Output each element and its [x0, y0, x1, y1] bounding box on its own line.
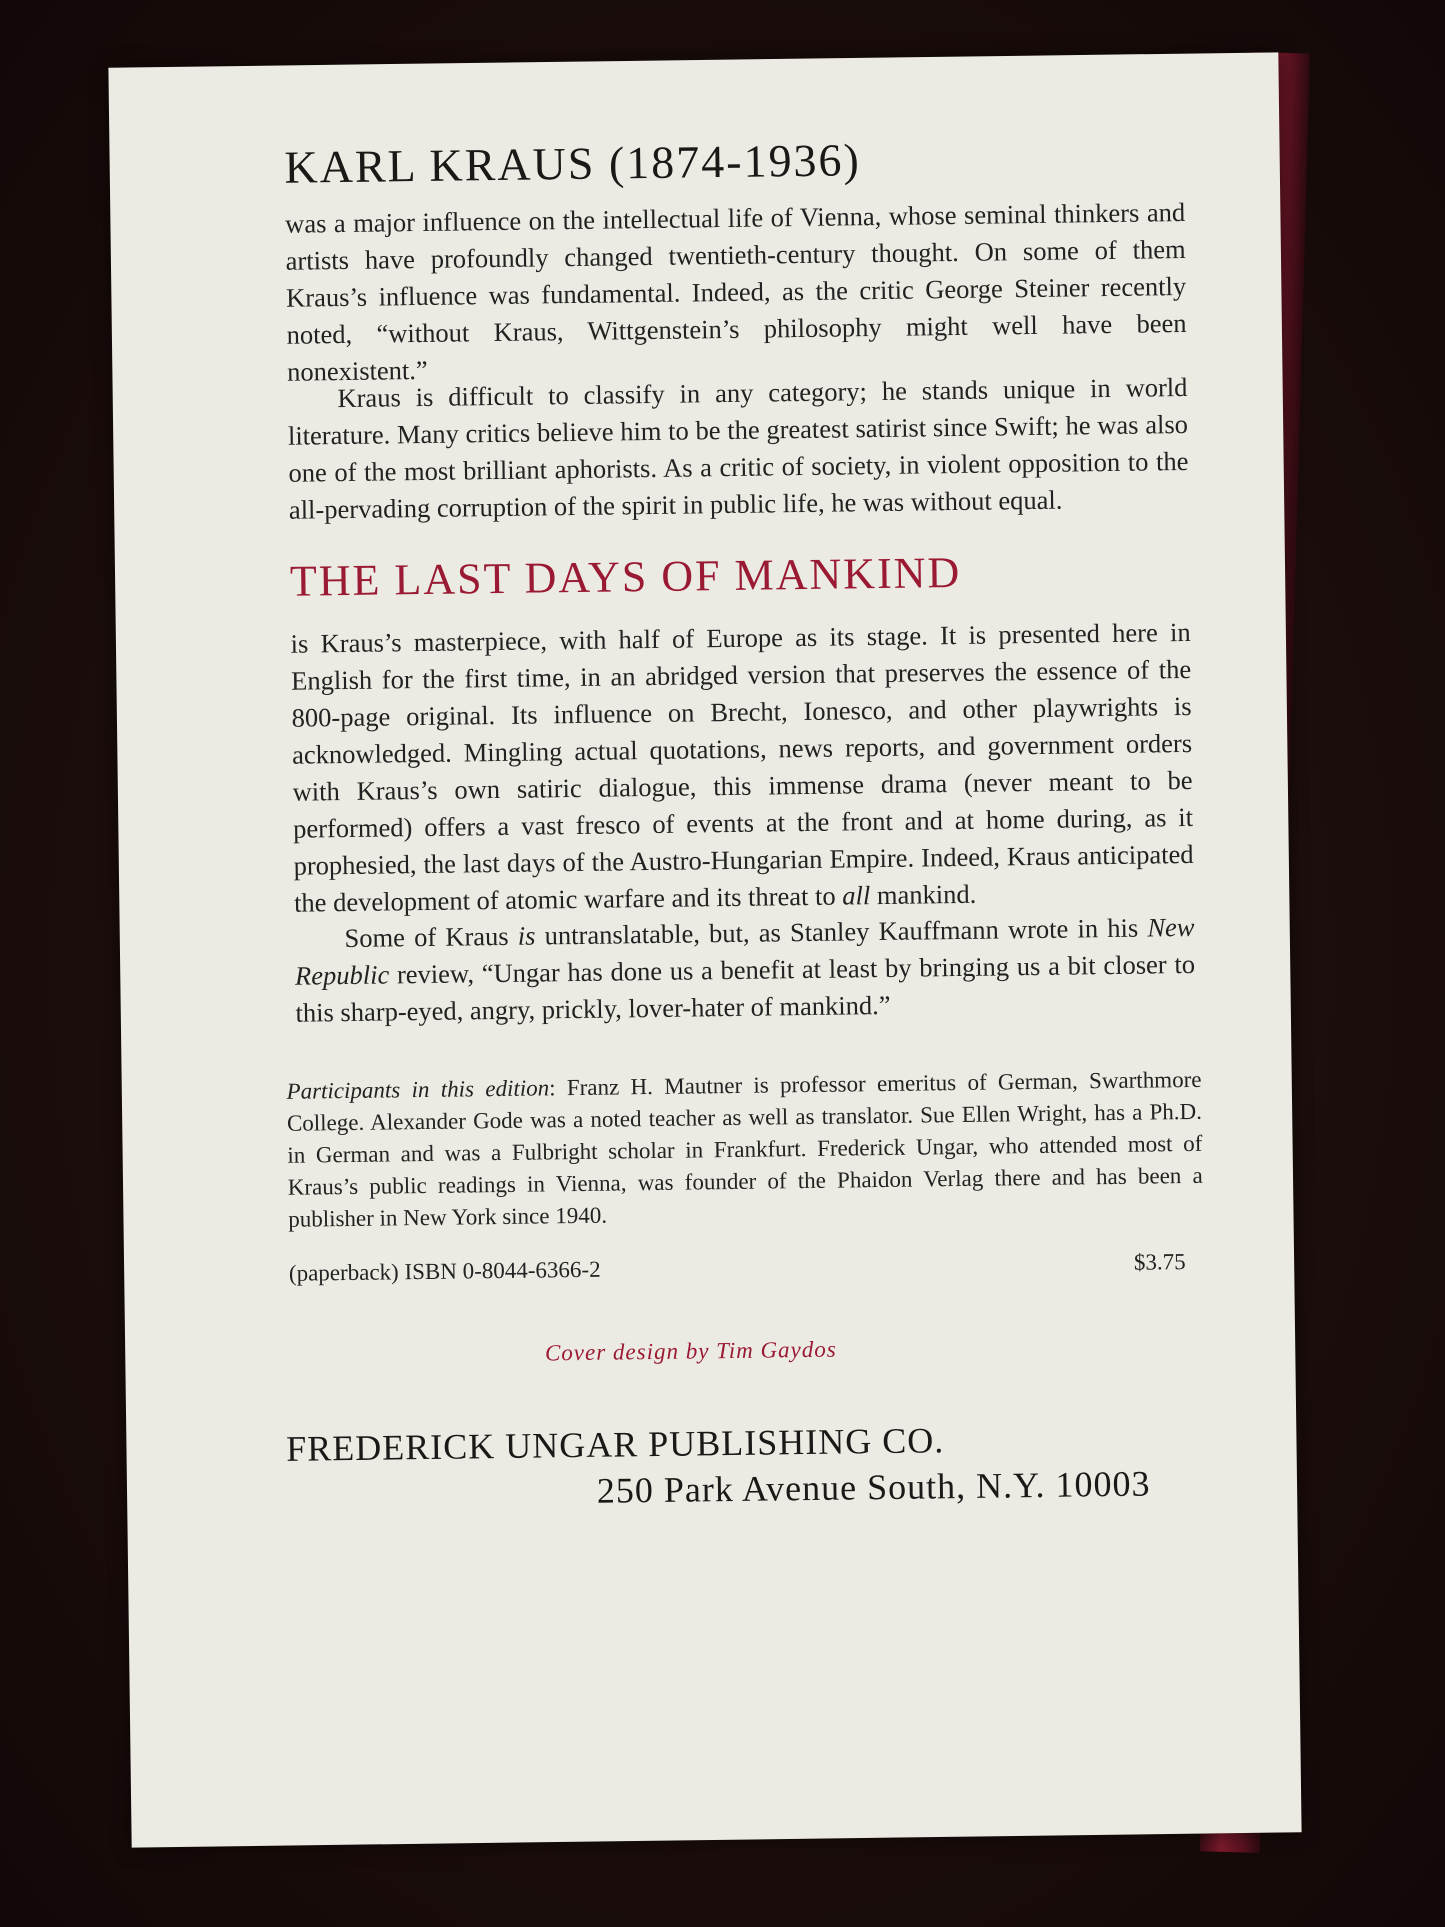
- description-p1-text-b: mankind.: [870, 878, 977, 911]
- participants-note: [286, 1064, 1203, 1236]
- description-p1-emphasis: all: [842, 880, 871, 911]
- author-heading: KARL KRAUS (1874-1936): [284, 134, 862, 193]
- price: $3.75: [1133, 1249, 1186, 1275]
- cover-design-credit: Cover design by Tim Gaydos: [544, 1336, 837, 1366]
- description-p2-text-b: untranslatable, but, as Stanley Kauffmann wrote in his: [535, 912, 1148, 951]
- participants-label: Participants in this edition: [286, 1075, 550, 1104]
- publisher-address: 250 Park Avenue South, N.Y. 10003: [596, 1463, 1151, 1511]
- description-p2-emphasis-2: New Republic: [294, 911, 1195, 991]
- description-p2-emphasis-1: is: [517, 920, 536, 951]
- intro-paragraph-2: [287, 369, 1189, 529]
- participants-text: : Franz H. Mautner is professor emeritus of German, Swarthmore College. Alexander Gode was a noted teacher as well as translator. Sue Ellen Wright, has a Ph.D. in German and was a Fulbright scholar in Frankfurt. Frederick Ungar, who attended most of Kraus’s public readings in Vienna, was founder of the Phaidon Verlag there and has been a publisher in New York since 1940.: [286, 1066, 1203, 1232]
- description-p2-text-a: Some of Kraus: [344, 920, 518, 954]
- intro-paragraph-1: was a major influence on the intellectual life of Vienna, whose seminal thinkers and artists have profoundly changed twentieth-century thought. On some of them Kraus’s influence was fundamental. Indeed, as the critic George Steiner recently noted, “without Kraus, Wittgenstein’s philosophy might well have been nonexistent.”: [284, 196, 1187, 387]
- description-p2-text-c: review, “Ungar has done us a benefit at least by bringing us a bit closer to this sharp-eyed, angry, prickly, lover-hater of mankind.”: [295, 948, 1196, 1028]
- isbn-line: (paperback) ISBN 0-8044-6366-2: [288, 1256, 601, 1286]
- description-paragraph-2: [294, 909, 1195, 1032]
- description-paragraph-1: [290, 614, 1194, 922]
- intro-paragraph-2-text: Kraus is difficult to classify in any category; he stands unique in world literature. Many critics believe him to be the greatest satirist since Swift; he was also one of the most brilliant aphorists. As a critic of society, in violent opposition to the all-pervading corruption of the spirit in public life, he was without equal.: [287, 371, 1189, 525]
- book-title: THE LAST DAYS OF MANKIND: [289, 547, 962, 606]
- description-p1-text-a: is Kraus’s masterpiece, with half of Europe as its stage. It is presented here in English for the first time, in an abridged version that preserves the essence of the 800-page original. Its influence on Brecht, Ionesco, and other playwrights is acknowledged. Mingling actual quotations, news reports, and government orders with Kraus’s own satiric dialogue, this immense drama (never meant to be performed) offers a vast fresco of events at the front and at home during, as it prophesied, the last days of the Austro-Hungarian Empire. Indeed, Kraus anticipated the development of atomic warfare and its threat to: [290, 616, 1194, 918]
- publisher-name: FREDERICK UNGAR PUBLISHING CO.: [285, 1420, 945, 1469]
